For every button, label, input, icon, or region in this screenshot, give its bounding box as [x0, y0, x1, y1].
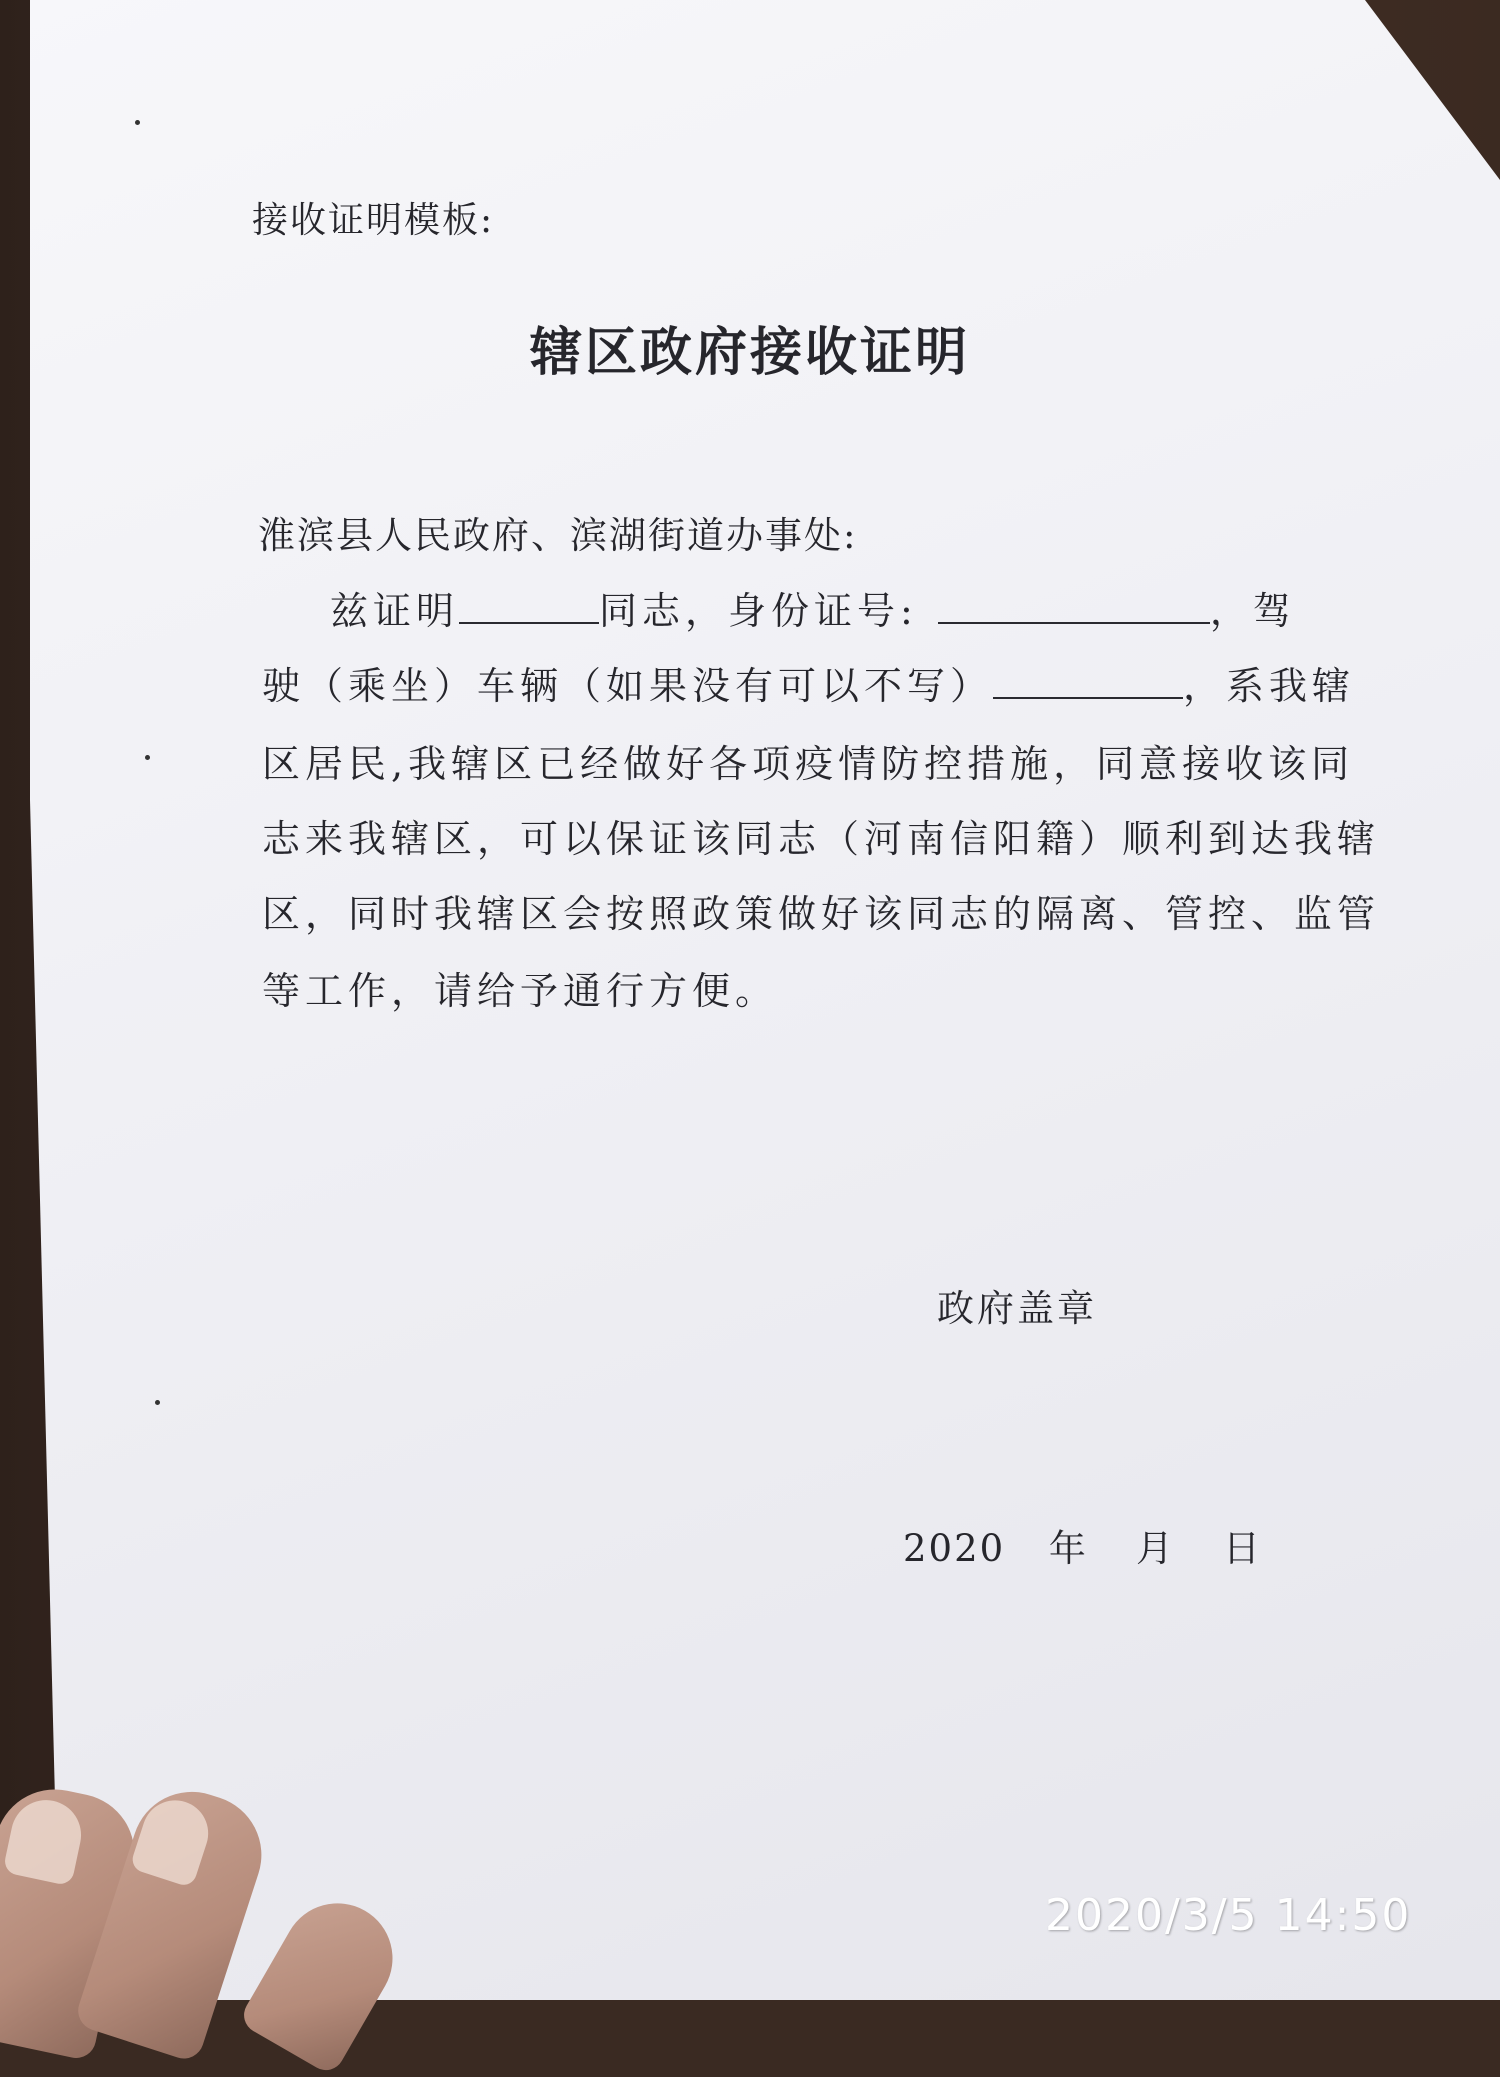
- paper-speck: [155, 1400, 160, 1405]
- date-day: 日: [1222, 1527, 1262, 1570]
- date-month: 月: [1135, 1527, 1175, 1570]
- body-line-2-suffix: ，系我辖: [1183, 664, 1356, 708]
- template-label: 接收证明模板:: [252, 200, 495, 241]
- paper-speck: [145, 755, 150, 760]
- document-title: 辖区政府接收证明: [530, 322, 971, 383]
- id-number-blank: [938, 588, 1210, 624]
- body-line-1-suffix: ，驾: [1209, 589, 1296, 633]
- body-line-2-prefix: 驶（乘坐）车辆（如果没有可以不写）: [262, 664, 994, 708]
- body-line-1-prefix: 兹证明: [330, 589, 460, 633]
- name-blank: [459, 588, 599, 624]
- vehicle-blank: [993, 663, 1183, 699]
- seal-label: 政府盖章: [937, 1287, 1097, 1330]
- date-year: 2020 年: [903, 1527, 1088, 1570]
- body-line-6: 等工作，请给予通行方便。: [262, 969, 779, 1013]
- recipient-line: 淮滨县人民政府、滨湖街道办事处:: [258, 514, 858, 557]
- photo-timestamp: 2020/3/5 14:50: [1045, 1890, 1412, 1941]
- body-line-5: 区，同时我辖区会按照政策做好该同志的隔离、管控、监管: [262, 892, 1381, 936]
- date-line: [903, 1518, 1310, 1572]
- body-line-4: 志来我辖区，可以保证该同志（河南信阳籍）顺利到达我辖: [262, 817, 1381, 861]
- body-line-2: [262, 655, 1355, 710]
- body-line-1-mid: 同志，身份证号:: [599, 589, 918, 633]
- paper-speck: [135, 120, 140, 125]
- body-line-1: [330, 580, 1296, 635]
- body-line-3: 区居民,我辖区已经做好各项疫情防控措施，同意接收该同: [262, 742, 1355, 786]
